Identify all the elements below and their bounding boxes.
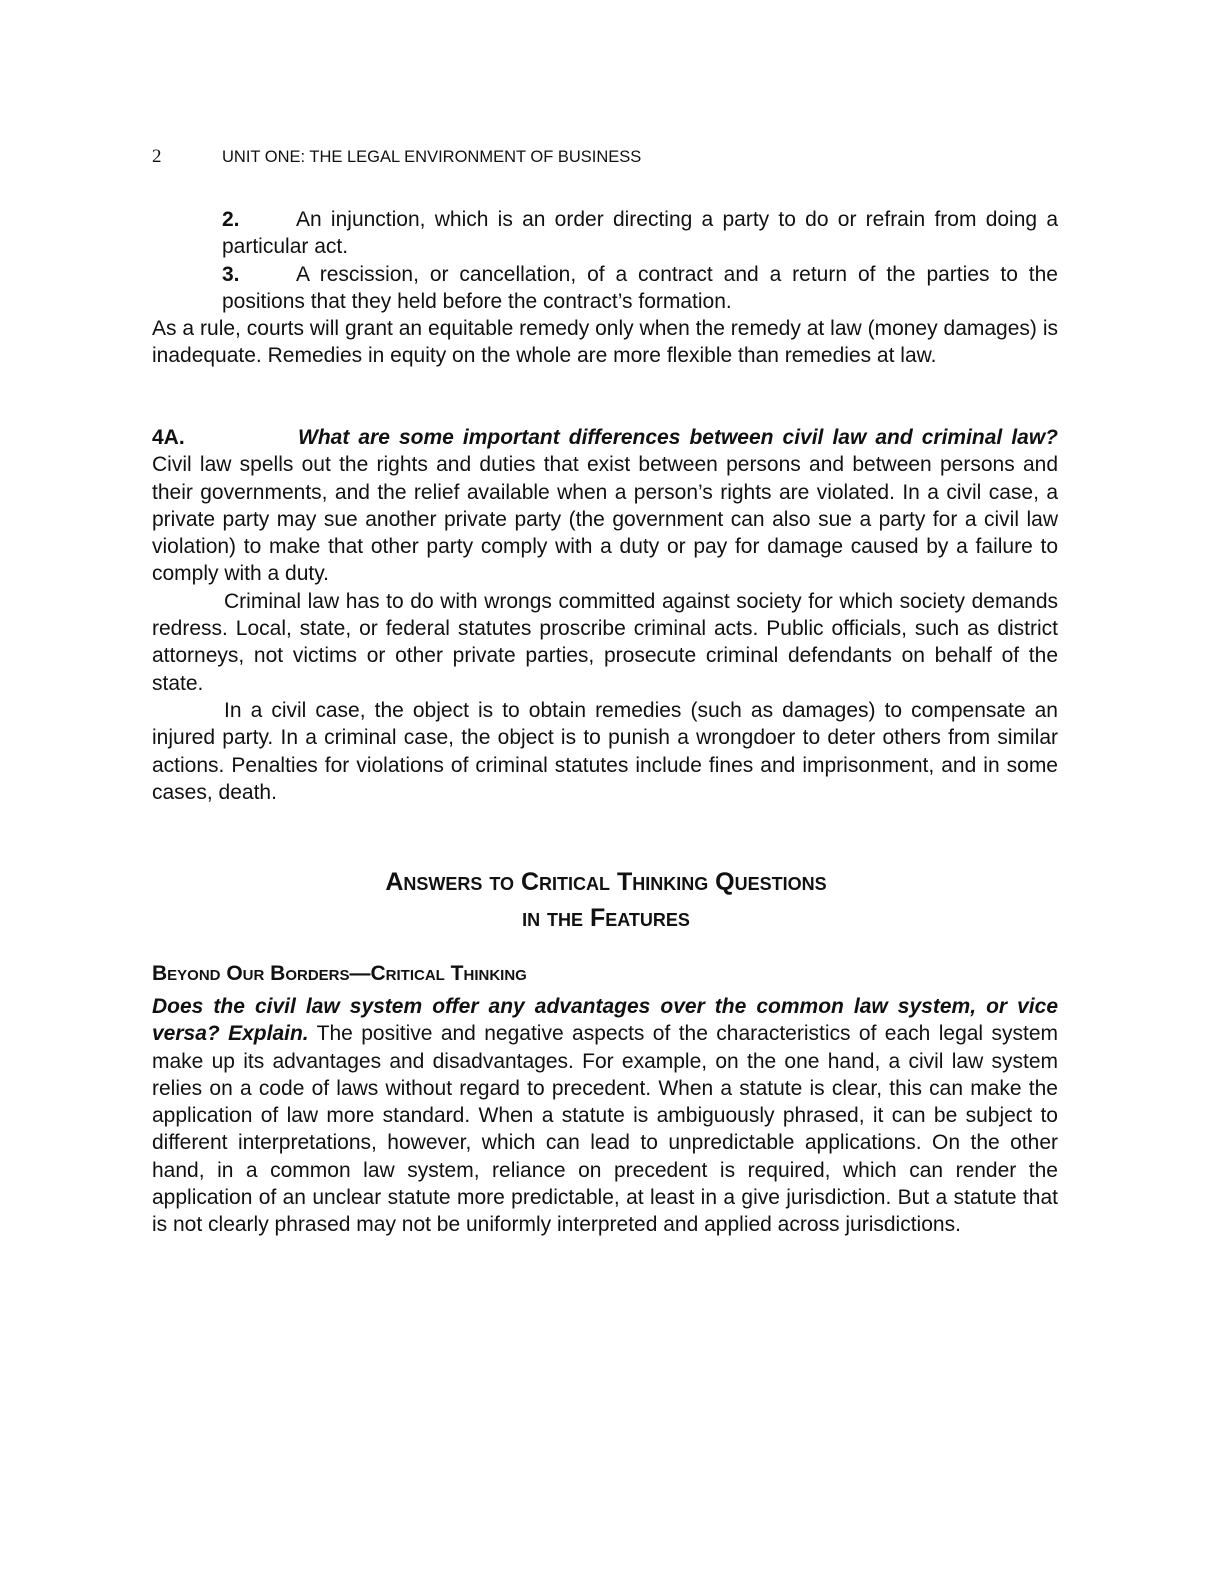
q4a-paragraph-2: Criminal law has to do with wrongs committed against society for which society demands redress. Local, state, or federal statutes proscribe criminal acts. Public officials, such as district attorneys, not victims or other private parties, prosecute criminal defendants on behalf of the state. (152, 589, 1058, 695)
q4a-answer: Civil law spells out the rights and duties that exist between persons and between persons and their governments, and the relief available when a person’s rights are violated. In a civil case, a private party may sue another private party (the government can also sue a party for a civil law violation) to make that other party comply with a duty or pay for damage caused by a failure to comply with a duty. (152, 453, 1058, 586)
section-heading-line-1: Answers to Critical Thinking Questions (385, 868, 827, 896)
remedies-summary: As a rule, courts will grant an equitable remedy only when the remedy at law (money damages) is inadequate. Remedies in equity on the whole are more flexible than remedies at law. (152, 317, 1058, 368)
list-item (152, 206, 1058, 261)
section-heading (0, 864, 1212, 936)
ct-question: Does the civil law system offer any advantages over the common law system, or vice versa? Explain. (152, 995, 1058, 1046)
item-text: An injunction, which is an order directing a party to do or refrain from doing a particular act. (222, 208, 1058, 259)
q4a-question: What are some important differences between civil law and criminal law? (298, 426, 1058, 449)
ct-answer: The positive and negative aspects of the characteristics of each legal system make up its advantages and disadvantages. For example, on the one hand, a civil law system relies on a code of laws without regard to precedent. When a statute is clear, this can make the application of law more standard. When a statute is ambiguously phrased, it can be subject to different interpretations, however, which can lead to unpredictable applications. On the other hand, in a common law system, reliance on precedent is required, which can render the application of an unclear statute more predictable, at least in a give jurisdiction. But a statute that is not clearly phrased may not be uniformly interpreted and applied across jurisdictions. (152, 1022, 1058, 1237)
running-title: UNIT ONE: THE LEGAL ENVIRONMENT OF BUSINESS (222, 148, 642, 166)
list-item (152, 261, 1058, 316)
section-heading-line-2: in the Features (522, 904, 690, 932)
q4a-paragraph (152, 424, 1058, 588)
critical-thinking-answer (152, 993, 1058, 1239)
page-number: 2 (152, 146, 162, 167)
item-label: 2. (222, 208, 240, 231)
q4a-label: 4A. (152, 426, 185, 449)
subheading: Beyond Our Borders—Critical Thinking (152, 962, 527, 985)
running-header (152, 146, 641, 168)
remedies-block (152, 206, 1058, 370)
question-4a (152, 424, 1058, 806)
item-text: A rescission, or cancellation, of a contract and a return of the parties to the positions that they held before the contract’s formation. (222, 262, 1058, 313)
ct-paragraph (152, 993, 1058, 1239)
q4a-paragraph-3: In a civil case, the object is to obtain remedies (such as damages) to compensate an injured party. In a criminal case, the object is to punish a wrongdoer to deter others from similar actions. Penalties for violations of criminal statutes include fines and imprisonment, and in some cases, death. (152, 698, 1058, 804)
item-label: 3. (222, 262, 240, 286)
